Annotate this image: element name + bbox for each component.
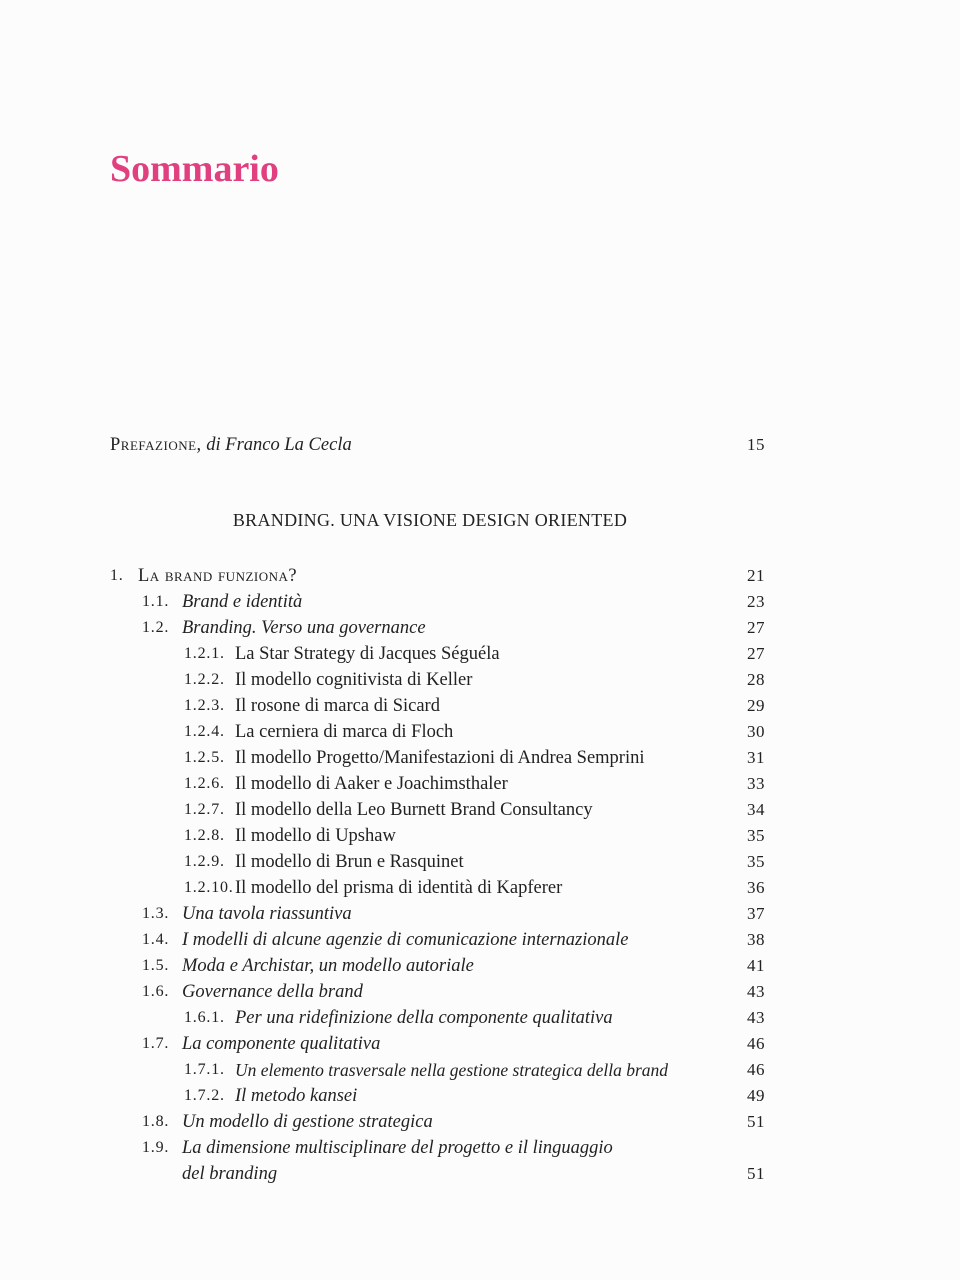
entry-number: 1.6. bbox=[142, 983, 170, 1000]
entry-title: La brand funziona? bbox=[138, 566, 298, 586]
entry-title: Per una ridefinizione della componente qualitativa bbox=[235, 1008, 613, 1028]
entry-number: 1.2.8. bbox=[184, 827, 225, 844]
page-number: 33 bbox=[747, 774, 765, 793]
page-number: 51 bbox=[747, 1112, 765, 1131]
part-title: BRANDING. UNA VISIONE DESIGN ORIENTED bbox=[232, 510, 628, 530]
toc-entry-1-6[interactable] bbox=[110, 979, 765, 1005]
toc-entry-1-2-2[interactable] bbox=[110, 667, 765, 693]
entry-title: Un modello di gestione strategica bbox=[182, 1112, 433, 1132]
page-number: 15 bbox=[747, 435, 765, 454]
entry-title-continued: del branding bbox=[182, 1164, 278, 1184]
entry-title: Il modello della Leo Burnett Brand Consultancy bbox=[235, 800, 593, 820]
entry-title: Il modello cognitivista di Keller bbox=[235, 670, 473, 690]
toc-entry-1[interactable] bbox=[110, 563, 765, 589]
toc-entry-1-2-4[interactable] bbox=[110, 719, 765, 745]
entry-title: La componente qualitativa bbox=[182, 1034, 381, 1054]
page-number: 41 bbox=[747, 956, 765, 975]
page-number: 38 bbox=[747, 930, 765, 949]
entry-number: 1.7.1. bbox=[184, 1061, 225, 1078]
toc-entry-1-2[interactable] bbox=[110, 615, 765, 641]
toc-entry-1-5[interactable] bbox=[110, 953, 765, 979]
toc-entry-1-8[interactable] bbox=[110, 1109, 765, 1135]
toc-entry-1-7-1[interactable] bbox=[110, 1057, 765, 1083]
page-number: 46 bbox=[747, 1034, 765, 1053]
entry-number: 1.5. bbox=[142, 957, 170, 974]
entry-number: 1.2.2. bbox=[184, 671, 225, 688]
entry-title: Branding. Verso una governance bbox=[182, 618, 426, 638]
entry-number: 1.2.6. bbox=[184, 775, 225, 792]
entry-title: Il modello di Upshaw bbox=[235, 826, 396, 846]
entry-number: 1.2.9. bbox=[184, 853, 225, 870]
entry-title: Il rosone di marca di Sicard bbox=[235, 696, 440, 716]
toc-entry-1-2-5[interactable] bbox=[110, 745, 765, 771]
toc-entry-1-2-6[interactable] bbox=[110, 771, 765, 797]
entry-number: 1.9. bbox=[142, 1139, 170, 1156]
entry-number: 1.2.4. bbox=[184, 723, 225, 740]
toc-entry-1-7-2[interactable] bbox=[110, 1083, 765, 1109]
toc-entry-1-6-1[interactable] bbox=[110, 1005, 765, 1031]
page-number: 51 bbox=[747, 1164, 765, 1183]
toc-entry-1-4[interactable] bbox=[110, 927, 765, 953]
toc-entry-1-7[interactable] bbox=[110, 1031, 765, 1057]
entry-title: La cerniera di marca di Floch bbox=[235, 722, 454, 742]
page-number: 31 bbox=[747, 748, 765, 767]
page-number: 28 bbox=[747, 670, 765, 689]
entry-number: 1.2.1. bbox=[184, 645, 225, 662]
page-number: 35 bbox=[747, 826, 765, 845]
entry-number: 1.2.5. bbox=[184, 749, 225, 766]
toc-entry-1-2-9[interactable] bbox=[110, 849, 765, 875]
entry-number: 1.7. bbox=[142, 1035, 170, 1052]
page-number: 35 bbox=[747, 852, 765, 871]
entry-number: 1.2.3. bbox=[184, 697, 225, 714]
page-number: 43 bbox=[747, 1008, 765, 1027]
entry-title: Il modello del prisma di identità di Kapferer bbox=[235, 878, 563, 898]
page-number: 49 bbox=[747, 1086, 765, 1105]
page-number: 27 bbox=[747, 644, 765, 663]
toc-entry-1-1[interactable] bbox=[110, 589, 765, 615]
toc-entry-1-2-10[interactable] bbox=[110, 875, 765, 901]
entry-title: La dimensione multisciplinare del progetto e il linguaggio bbox=[182, 1138, 613, 1158]
page-number: 21 bbox=[747, 566, 765, 585]
entry-number: 1.2. bbox=[142, 619, 170, 636]
preface-author: di Franco La Cecla bbox=[206, 435, 352, 455]
entry-title: La Star Strategy di Jacques Séguéla bbox=[235, 644, 500, 664]
page-number: 34 bbox=[747, 800, 765, 819]
entry-title: Il metodo kansei bbox=[235, 1086, 358, 1106]
entry-number: 1.2.7. bbox=[184, 801, 225, 818]
entry-title: Una tavola riassuntiva bbox=[182, 904, 352, 924]
toc-entry-1-2-7[interactable] bbox=[110, 797, 765, 823]
entry-number: 1.1. bbox=[142, 593, 170, 610]
page-number: 37 bbox=[747, 904, 765, 923]
entry-number: 1. bbox=[110, 567, 124, 584]
entry-title: Il modello di Brun e Rasquinet bbox=[235, 852, 464, 872]
entry-title: Governance della brand bbox=[182, 982, 363, 1002]
entry-number: 1.7.2. bbox=[184, 1087, 225, 1104]
entry-number: 1.3. bbox=[142, 905, 170, 922]
entry-number: 1.4. bbox=[142, 931, 170, 948]
page-number: 36 bbox=[747, 878, 765, 897]
entry-title: Brand e identità bbox=[182, 592, 303, 612]
entry-title: Il modello di Aaker e Joachimsthaler bbox=[235, 774, 508, 794]
toc-entry-1-2-8[interactable] bbox=[110, 823, 765, 849]
entry-title: I modelli di alcune agenzie di comunicazione internazionale bbox=[182, 930, 629, 950]
page-number: 29 bbox=[747, 696, 765, 715]
page-number: 46 bbox=[747, 1060, 765, 1079]
entry-title: Il modello Progetto/Manifestazioni di Andrea Semprini bbox=[235, 748, 645, 768]
toc-preface[interactable] bbox=[110, 432, 765, 458]
page-title: Sommario bbox=[110, 148, 279, 190]
toc-entry-1-2-3[interactable] bbox=[110, 693, 765, 719]
entry-number: 1.8. bbox=[142, 1113, 170, 1130]
entry-number: 1.6.1. bbox=[184, 1009, 225, 1026]
toc-entry-1-2-1[interactable] bbox=[110, 641, 765, 667]
page-number: 27 bbox=[747, 618, 765, 637]
toc-entry-1-3[interactable] bbox=[110, 901, 765, 927]
page-number: 23 bbox=[747, 592, 765, 611]
toc-entry-1-9[interactable] bbox=[110, 1135, 765, 1187]
preface-label: Prefazione, bbox=[110, 435, 202, 455]
entry-title: Moda e Archistar, un modello autoriale bbox=[182, 956, 474, 976]
page-number: 30 bbox=[747, 722, 765, 741]
page-number: 43 bbox=[747, 982, 765, 1001]
entry-number: 1.2.10. bbox=[184, 879, 234, 896]
entry-title: Un elemento trasversale nella gestione strategica della brand bbox=[235, 1060, 669, 1080]
